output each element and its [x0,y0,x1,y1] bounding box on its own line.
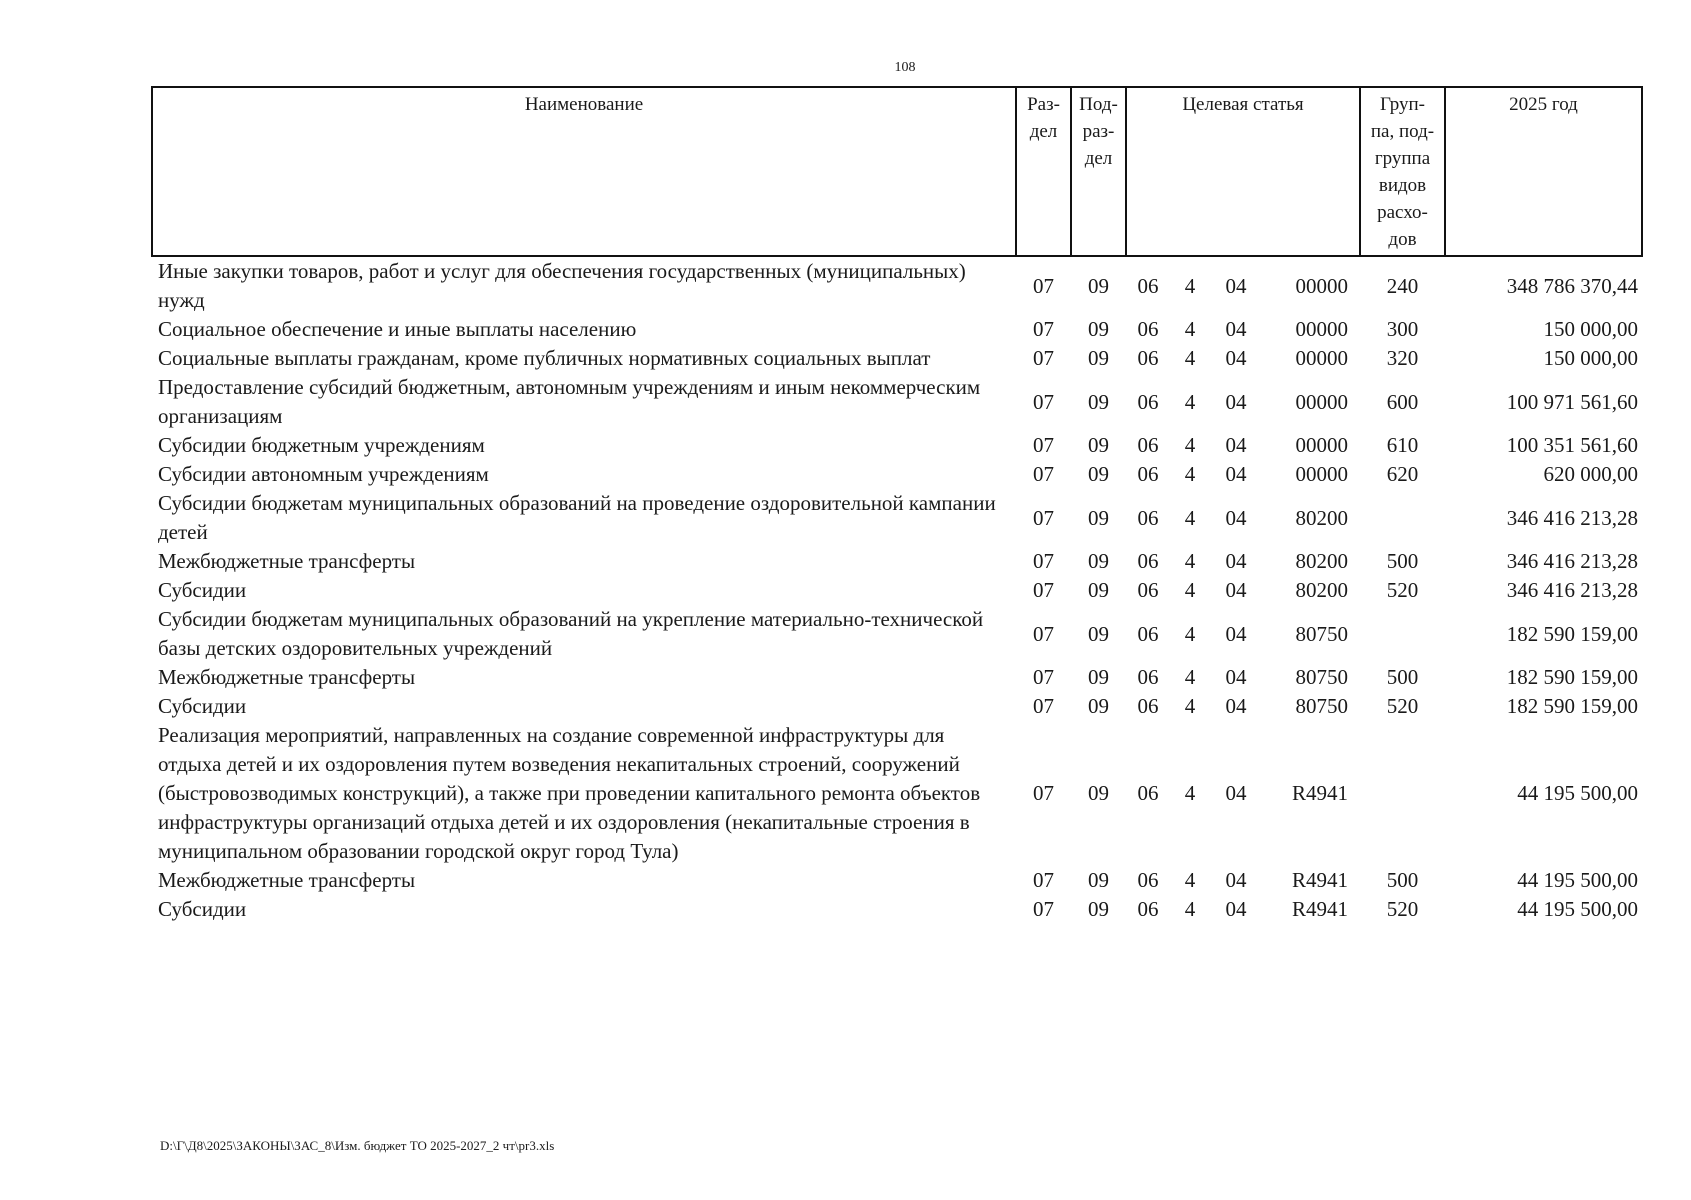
row-name: Субсидии бюджетам муниципальных образований на проведение оздоровительной кампании детей [158,491,996,544]
target-part-1: 06 [1137,317,1159,341]
table-row [152,692,1642,721]
header-podrazdel: Под- раз- дел [1071,87,1126,256]
target-part-2: 4 [1184,505,1196,530]
row-target-code [1126,344,1360,373]
row-amount: 346 416 213,28 [1506,578,1638,602]
row-target-code [1126,373,1360,431]
target-part-4: R4941 [1291,868,1348,892]
row-group: 300 [1386,317,1419,341]
target-part-1: 06 [1137,781,1159,805]
target-part-2: 4 [1184,317,1196,341]
target-part-1: 06 [1137,389,1159,414]
row-target-code [1126,576,1360,605]
row-name: Межбюджетные трансферты [158,868,416,892]
row-group [1360,721,1445,866]
row-podrazdel: 09 [1088,868,1109,892]
table-row [152,605,1642,663]
row-amount: 44 195 500,00 [1517,868,1638,892]
target-part-2: 4 [1184,346,1196,370]
row-amount: 348 786 370,44 [1506,273,1638,298]
row-razdel: 07 [1033,621,1054,646]
target-part-1: 06 [1137,694,1159,718]
row-podrazdel: 09 [1088,781,1109,805]
row-razdel: 07 [1033,549,1054,573]
target-part-4: 00000 [1295,317,1348,341]
row-amount: 150 000,00 [1543,346,1638,370]
target-part-4: 80750 [1295,694,1348,718]
row-razdel: 07 [1033,694,1054,718]
target-part-2: 4 [1184,868,1196,892]
row-razdel: 07 [1033,317,1054,341]
target-part-4: 00000 [1295,389,1348,414]
target-part-2: 4 [1184,273,1196,298]
row-amount: 100 351 561,60 [1506,433,1638,457]
row-name: Предоставление субсидий бюджетным, автономным учреждениям и иным некоммерческим организациям [158,375,981,428]
target-part-2: 4 [1184,665,1196,689]
target-part-3: 04 [1225,868,1247,892]
row-target-code [1126,460,1360,489]
row-amount: 44 195 500,00 [1517,781,1638,805]
row-amount: 100 971 561,60 [1506,389,1638,414]
page-number: 108 [894,60,916,75]
target-part-3: 04 [1225,462,1247,486]
row-razdel: 07 [1033,346,1054,370]
row-podrazdel: 09 [1088,897,1109,921]
target-part-4: 00000 [1295,346,1348,370]
target-part-1: 06 [1137,433,1159,457]
row-group [1360,489,1445,547]
row-group: 240 [1386,273,1419,298]
row-podrazdel: 09 [1088,549,1109,573]
target-part-1: 06 [1137,273,1159,298]
target-part-3: 04 [1225,897,1247,921]
target-part-4: 80200 [1295,549,1348,573]
target-part-1: 06 [1137,462,1159,486]
row-target-code [1126,692,1360,721]
header-target: Целевая статья [1126,87,1360,256]
target-part-1: 06 [1137,549,1159,573]
row-group: 500 [1386,665,1419,689]
target-part-3: 04 [1225,621,1247,646]
row-name: Реализация мероприятий, направленных на создание современной инфраструктуры для отдыха детей и их оздоровления путем возведения некапитальных строений, сооружений (быстровозводимых конструкций), а также при проведении капитального ремонта объектов инфраструктуры организаций отдыха детей и их оздоровления (некапитальные строения в муниципальном образовании городской округ город Тула) [158,723,981,863]
row-group: 520 [1386,897,1419,921]
row-group: 600 [1386,389,1419,414]
target-part-1: 06 [1137,346,1159,370]
target-part-2: 4 [1184,621,1196,646]
row-razdel: 07 [1033,665,1054,689]
target-part-4: 00000 [1295,462,1348,486]
row-group: 520 [1386,694,1419,718]
row-podrazdel: 09 [1088,665,1109,689]
row-group [1360,605,1445,663]
target-part-3: 04 [1225,781,1247,805]
table-row [152,663,1642,692]
target-part-3: 04 [1225,549,1247,573]
target-part-3: 04 [1225,578,1247,602]
row-target-code [1126,489,1360,547]
table-row [152,721,1642,866]
row-podrazdel: 09 [1088,317,1109,341]
row-name: Социальные выплаты гражданам, кроме публичных нормативных социальных выплат [158,346,931,370]
footer-file-path: D:\Г\Д8\2025\ЗАКОНЫ\ЗАС_8\Изм. бюджет ТО 2025-2027_2 чт\pr3.xls [160,1138,555,1153]
row-amount: 182 590 159,00 [1506,621,1638,646]
row-podrazdel: 09 [1088,273,1109,298]
row-name: Субсидии бюджетам муниципальных образований на укрепление материально-технической базы детских оздоровительных учреждений [158,607,984,660]
table-row [152,431,1642,460]
target-part-1: 06 [1137,578,1159,602]
row-group: 520 [1386,578,1419,602]
target-part-4: 80750 [1295,665,1348,689]
table-header-row [152,87,1642,256]
row-podrazdel: 09 [1088,346,1109,370]
target-part-4: 80750 [1295,621,1348,646]
target-part-2: 4 [1184,549,1196,573]
target-part-3: 04 [1225,505,1247,530]
target-part-1: 06 [1137,665,1159,689]
header-group: Груп- па, под- группа видов расхо- дов [1360,87,1445,256]
row-razdel: 07 [1033,433,1054,457]
row-podrazdel: 09 [1088,389,1109,414]
row-name: Субсидии бюджетным учреждениям [158,433,485,457]
table-row [152,895,1642,924]
row-amount: 620 000,00 [1543,462,1638,486]
row-razdel: 07 [1033,462,1054,486]
row-razdel: 07 [1033,781,1054,805]
table-body [152,256,1642,924]
target-part-1: 06 [1137,897,1159,921]
row-razdel: 07 [1033,389,1054,414]
table-row [152,373,1642,431]
target-part-4: 80200 [1295,578,1348,602]
table-row [152,489,1642,547]
row-name: Иные закупки товаров, работ и услуг для обеспечения государственных (муниципальных) нужд [158,259,966,312]
row-razdel: 07 [1033,505,1054,530]
table-row [152,315,1642,344]
table-row [152,547,1642,576]
target-part-2: 4 [1184,389,1196,414]
header-year: 2025 год [1445,87,1642,256]
row-target-code [1126,256,1360,315]
row-podrazdel: 09 [1088,505,1109,530]
row-amount: 182 590 159,00 [1506,694,1638,718]
target-part-4: R4941 [1291,897,1348,921]
table-row [152,576,1642,605]
row-razdel: 07 [1033,273,1054,298]
row-target-code [1126,866,1360,895]
row-podrazdel: 09 [1088,433,1109,457]
target-part-3: 04 [1225,273,1247,298]
target-part-2: 4 [1184,433,1196,457]
target-part-3: 04 [1225,665,1247,689]
row-target-code [1126,895,1360,924]
table-row [152,460,1642,489]
target-part-2: 4 [1184,897,1196,921]
row-target-code [1126,431,1360,460]
target-part-4: 00000 [1295,273,1348,298]
target-part-4: 00000 [1295,433,1348,457]
target-part-1: 06 [1137,621,1159,646]
header-razdel: Раз- дел [1016,87,1071,256]
target-part-3: 04 [1225,346,1247,370]
row-name: Субсидии [158,694,247,718]
target-part-2: 4 [1184,462,1196,486]
table-row [152,866,1642,895]
row-podrazdel: 09 [1088,578,1109,602]
target-part-4: R4941 [1291,781,1348,805]
row-razdel: 07 [1033,578,1054,602]
table-row [152,344,1642,373]
row-target-code [1126,315,1360,344]
target-part-1: 06 [1137,505,1159,530]
row-target-code [1126,721,1360,866]
row-name: Субсидии [158,897,247,921]
row-group: 610 [1386,433,1419,457]
row-razdel: 07 [1033,897,1054,921]
target-part-3: 04 [1225,433,1247,457]
row-group: 500 [1386,868,1419,892]
header-name: Наименование [152,87,1016,256]
budget-table [151,86,1643,924]
target-part-3: 04 [1225,389,1247,414]
target-part-1: 06 [1137,868,1159,892]
row-name: Субсидии автономным учреждениям [158,462,489,486]
row-name: Социальное обеспечение и иные выплаты населению [158,317,637,341]
row-razdel: 07 [1033,868,1054,892]
target-part-3: 04 [1225,694,1247,718]
row-name: Межбюджетные трансферты [158,549,416,573]
row-amount: 346 416 213,28 [1506,549,1638,573]
target-part-4: 80200 [1295,505,1348,530]
row-amount: 44 195 500,00 [1517,897,1638,921]
row-group: 500 [1386,549,1419,573]
row-podrazdel: 09 [1088,621,1109,646]
row-name: Субсидии [158,578,247,602]
row-target-code [1126,547,1360,576]
target-part-2: 4 [1184,694,1196,718]
target-part-3: 04 [1225,317,1247,341]
target-part-2: 4 [1184,578,1196,602]
row-group: 320 [1386,346,1419,370]
row-target-code [1126,605,1360,663]
row-target-code [1126,663,1360,692]
table-row [152,256,1642,315]
target-part-2: 4 [1184,781,1196,805]
row-amount: 150 000,00 [1543,317,1638,341]
row-amount: 182 590 159,00 [1506,665,1638,689]
row-podrazdel: 09 [1088,462,1109,486]
row-group: 620 [1386,462,1419,486]
row-podrazdel: 09 [1088,694,1109,718]
row-amount: 346 416 213,28 [1506,505,1638,530]
row-name: Межбюджетные трансферты [158,665,416,689]
